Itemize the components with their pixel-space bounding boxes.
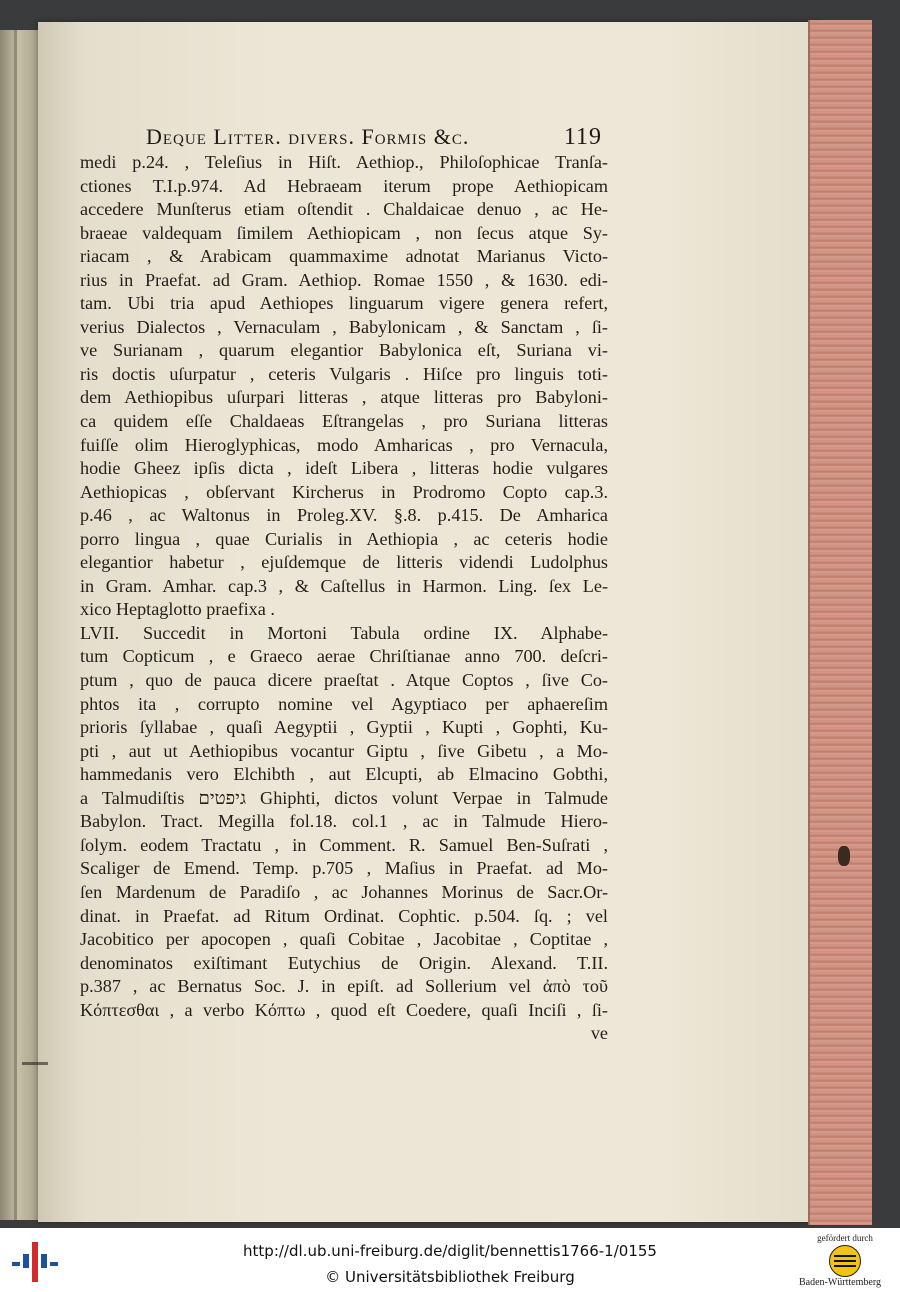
page-number: 119 [563, 124, 602, 150]
text-line: p.46 , ac Waltonus in Proleg.XV. §.8. p.415. De Amharica [80, 505, 608, 526]
text-line: ſen Mardenum de Paradiſo , ac Johannes Morinus de Sacr.Or- [80, 881, 608, 902]
text-line: riacam , & Arabicam quammaxime adnotat Marianus Victo- [80, 246, 608, 267]
sponsor-label: gefördert durch [817, 1233, 873, 1243]
text-line: porro lingua , quae Curialis in Aethiopia , ac ceteris hodie [80, 528, 608, 549]
text-line: verius Dialectos , Vernaculam , Babylonicam , & Sanctam , ſi- [80, 316, 608, 337]
text-line: prioris ſyllabae , quaſi Aegyptii , Gyptii , Kupti , Gophti, Ku- [80, 717, 608, 738]
text-line: xico Heptaglotto praefixa . [80, 599, 275, 620]
body-text [80, 151, 608, 1046]
text-line: elegantior habetur , ejuſdemque de litteris videndi Ludolphus [80, 552, 608, 573]
text-line: braeae valdequam ſimilem Aethiopicam , non ſecus atque Sy- [80, 222, 608, 243]
margin-mark [22, 1062, 48, 1065]
previous-page-edge [0, 30, 40, 1220]
text-line: in Gram. Amhar. cap.3 , & Caſtellus in Harmon. Ling. ſex Le- [80, 575, 608, 596]
text-line: rius in Praefat. ad Gram. Aethiop. Romae 1550 , & 1630. edi- [80, 269, 608, 290]
text-line: Jacobitico per apocopen , quaſi Cobitae , Jacobitae , Coptitae , [80, 929, 608, 950]
text-line: dem Aethiopibus uſurpari litteras , atque litteras pro Babyloni- [80, 387, 608, 408]
running-head [146, 124, 602, 151]
text-line: tam. Ubi tria apud Aethiopes linguarum vigere genera refert, [80, 293, 608, 314]
text-line: a Talmudiſtis גיפטים Ghiphti, dictos volunt Verpae in Talmude [80, 787, 608, 808]
text-line: hodie Gheez ipſis dicta , ideſt Libera , litteras hodie vulgares [80, 458, 608, 479]
text-line: hammedanis vero Elchibth , aut Elcupti, ab Elmacino Gobthi, [80, 764, 608, 785]
text-line: ſolym. eodem Tractatu , in Comment. R. Samuel Ben-Suſrati , [80, 834, 608, 855]
copyright-notice: © Universitätsbibliothek Freiburg [325, 1268, 575, 1286]
text-line: Κόπτεσθαι , a verbo Κόπτω , quod eſt Coedere, quaſi Inciſi , ſi- [80, 999, 608, 1020]
viewer-footer [0, 1228, 900, 1292]
edge-stain [838, 846, 850, 866]
text-line: ve Surianam , quarum elegantior Babylonica eſt, Suriana vi- [80, 340, 608, 361]
text-line: pti , aut ut Aethiopibus vocantur Giptu , ſive Gibetu , a Mo- [80, 740, 608, 761]
text-line: Aethiopicas , obſervant Kircherus in Prodromo Copto cap.3. [80, 481, 608, 502]
text-line: ctiones T.I.p.974. Ad Hebraeam iterum prope Aethiopicam [80, 175, 608, 196]
baden-wuerttemberg-lions-icon[interactable] [829, 1245, 861, 1277]
text-line: medi p.24. , Teleſius in Hiſt. Aethiop., Philoſophicae Tranſa- [80, 152, 608, 172]
text-line: dinat. in Praefat. ad Ritum Ordinat. Cophtic. p.504. ſq. ; vel [80, 905, 608, 926]
sponsor-name: Baden-Württemberg [798, 1277, 881, 1288]
text-line: ca quidem eſſe Chaldaeas Eſtrangelas , pro Suriana litteras [80, 411, 608, 432]
text-line: accedere Munſterus etiam oſtendit . Chaldaicae denuo , ac He- [80, 199, 608, 220]
text-line: denominatos exiſtimant Eutychius de Origin. Alexand. T.II. [80, 952, 608, 973]
page-edges-red [808, 20, 872, 1225]
ub-freiburg-logo-icon[interactable] [12, 1240, 58, 1284]
permalink-url[interactable]: http://dl.ub.uni-freiburg.de/diglit/bennettis1766-1/0155 [243, 1242, 657, 1260]
text-line: ptum , quo de pauca dicere praeſtat . Atque Coptos , ſive Co- [80, 670, 608, 691]
text-line: p.387 , ac Bernatus Soc. J. in epiſt. ad Sollerium vel ἀπὸ τοῦ [80, 976, 608, 997]
text-line: tum Copticum , e Graeco aerae Chriſtianae anno 700. deſcri- [80, 646, 608, 667]
text-line: LVII. Succedit in Mortoni Tabula ordine IX. Alphabe- [80, 622, 608, 643]
text-line: fuiſſe olim Hieroglyphicas, modo Amharicas , pro Vernacula, [80, 434, 608, 455]
running-head-title: Deque Litter. divers. Formis &c. [146, 124, 470, 149]
text-line: ve [590, 1023, 608, 1044]
text-line: Scaliger de Emend. Temp. p.705 , Maſius in Praefat. ad Mo- [80, 858, 608, 879]
text-line: ris doctis uſurpatur , ceteris Vulgaris . Hiſce pro linguis toti- [80, 363, 608, 384]
text-line: phtos ita , corrupto nomine vel Agyptiaco per aphaereſim [80, 693, 608, 714]
text-line: Babylon. Tract. Megilla fol.18. col.1 , ac in Talmude Hiero- [80, 811, 608, 832]
